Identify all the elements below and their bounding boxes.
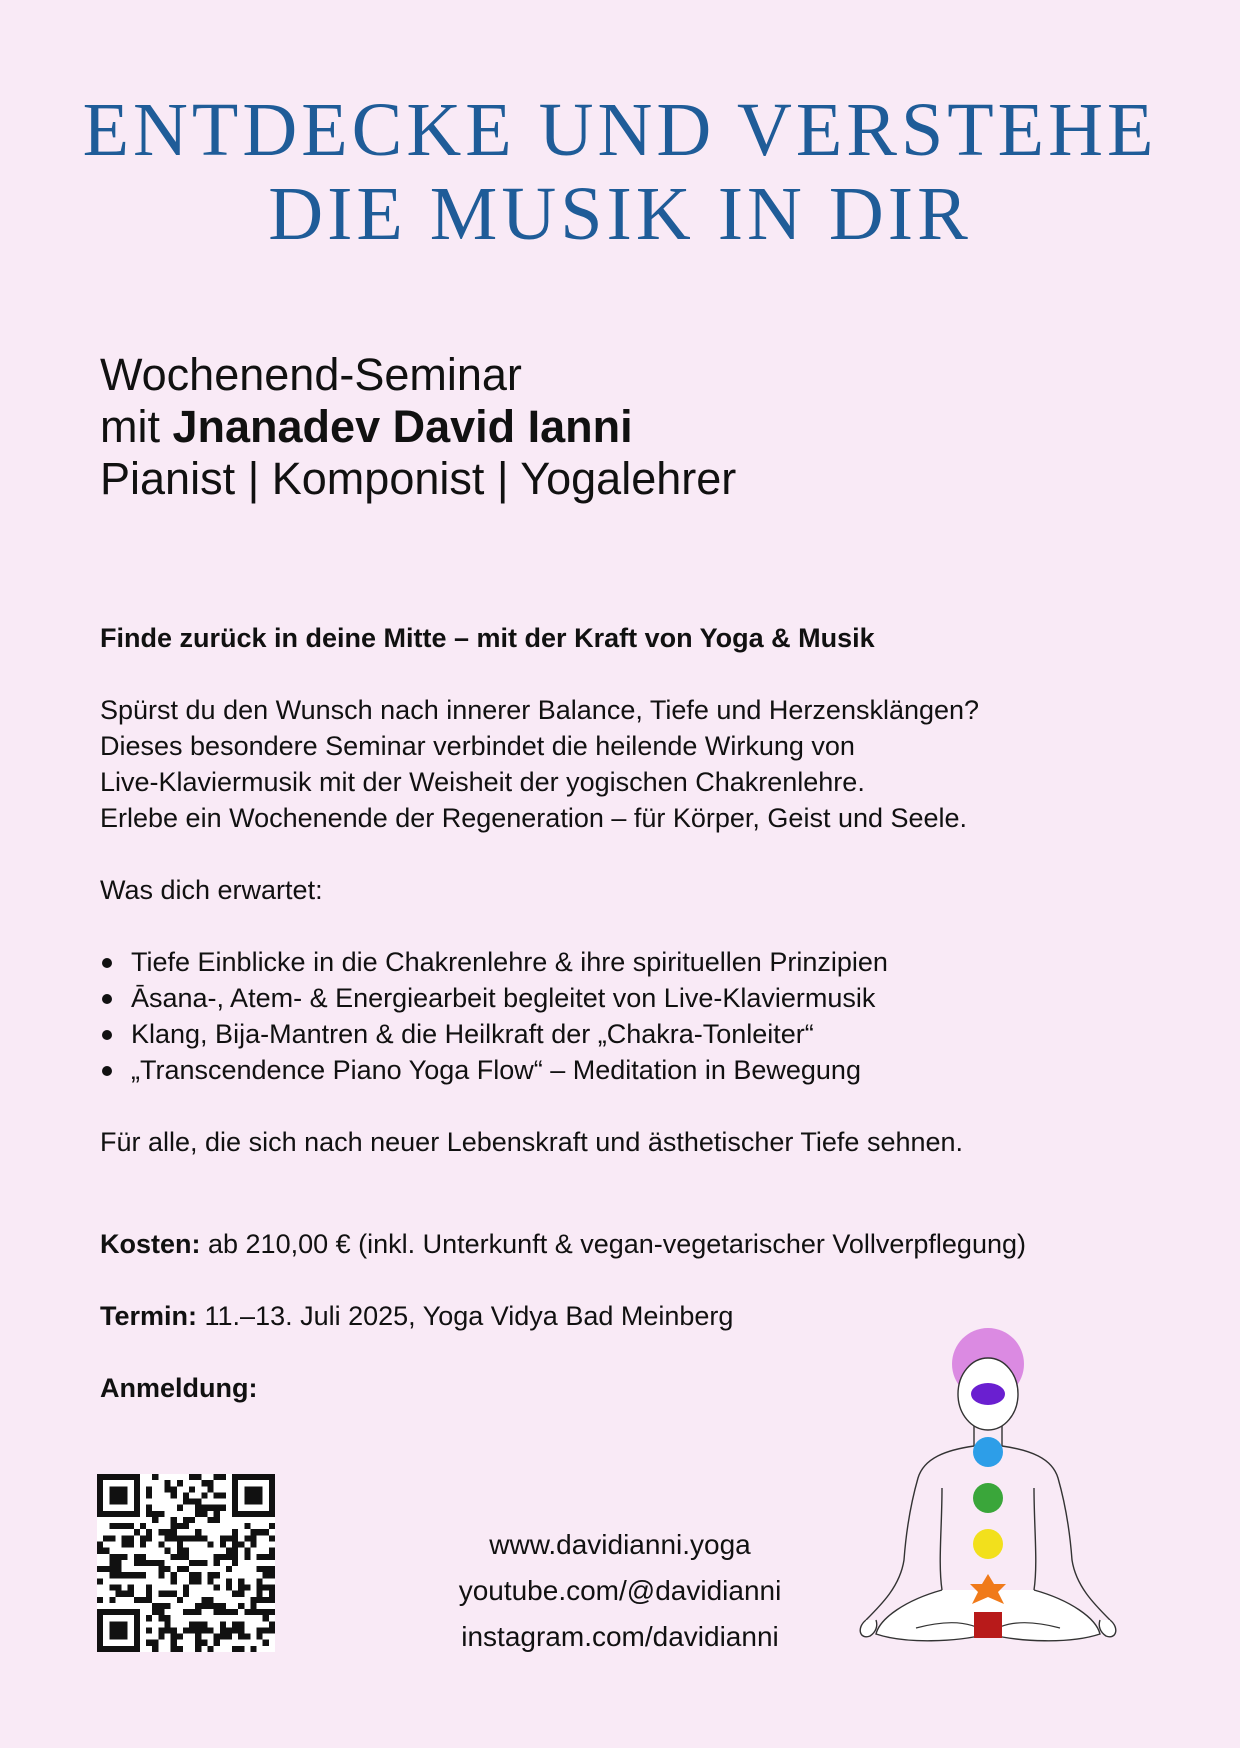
registration-label: Anmeldung: (100, 1373, 258, 1403)
contact-links (420, 1522, 820, 1660)
description-line-2: Dieses besondere Seminar verbindet die heilende Wirkung von (100, 731, 855, 761)
third-eye-chakra-icon (971, 1383, 1005, 1405)
expect-list (100, 944, 1160, 1088)
list-item: Tiefe Einblicke in die Chakrenlehre & ihre spirituellen Prinzipien (100, 944, 1160, 980)
closing-line: Für alle, die sich nach neuer Lebenskraft und ästhetischer Tiefe sehnen. (100, 1127, 964, 1157)
costs-value: ab 210,00 € (inkl. Unterkunft & vegan-vegetarischer Vollverpflegung) (200, 1229, 1026, 1259)
description-line-3: Live-Klaviermusik mit der Weisheit der yogischen Chakrenlehre. (100, 767, 865, 797)
list-item: Klang, Bija-Mantren & die Heilkraft der „Chakra-Tonleiter“ (100, 1016, 1160, 1052)
seminar-description (100, 620, 1160, 1406)
date-label: Termin: (100, 1301, 198, 1331)
headline-line-2: DIE MUSIK IN DIR (268, 172, 972, 256)
seminar-type: Wochenend-Seminar (100, 349, 522, 400)
description-line-4: Erlebe ein Wochenende der Regeneration – für Körper, Geist und Seele. (100, 803, 968, 833)
headline (0, 88, 1240, 256)
seminar-intro (100, 349, 736, 505)
list-item: Āsana-, Atem- & Energiearbeit begleitet von Live-Klaviermusik (100, 980, 1160, 1016)
root-chakra-icon (974, 1612, 1002, 1638)
date-value: 11.–13. Juli 2025, Yoga Vidya Bad Meinberg (197, 1301, 734, 1331)
youtube-link[interactable]: youtube.com/@davidianni (458, 1575, 782, 1606)
list-item: „Transcendence Piano Yoga Flow“ – Meditation in Bewegung (100, 1052, 1160, 1088)
expect-heading: Was dich erwartet: (100, 875, 323, 905)
qr-code-icon[interactable] (97, 1474, 275, 1652)
headline-line-1: ENTDECKE UND VERSTEHE (82, 88, 1158, 172)
teacher-name: Jnanadev David Ianni (172, 401, 633, 452)
website-link[interactable]: www.davidianni.yoga (489, 1529, 751, 1560)
costs-label: Kosten: (100, 1229, 201, 1259)
tagline: Finde zurück in deine Mitte – mit der Kraft von Yoga & Musik (100, 623, 875, 653)
teacher-roles: Pianist | Komponist | Yogalehrer (100, 453, 737, 504)
throat-chakra-icon (973, 1437, 1003, 1467)
chakra-meditation-figure-icon (846, 1328, 1136, 1654)
instagram-link[interactable]: instagram.com/davidianni (461, 1621, 779, 1652)
teacher-line (100, 401, 736, 453)
heart-chakra-icon (973, 1483, 1003, 1513)
costs-line (100, 1226, 1160, 1262)
teacher-prefix: mit (100, 401, 173, 452)
description-line-1: Spürst du den Wunsch nach innerer Balance, Tiefe und Herzensklängen? (100, 695, 980, 725)
solar-plexus-chakra-icon (973, 1529, 1003, 1559)
